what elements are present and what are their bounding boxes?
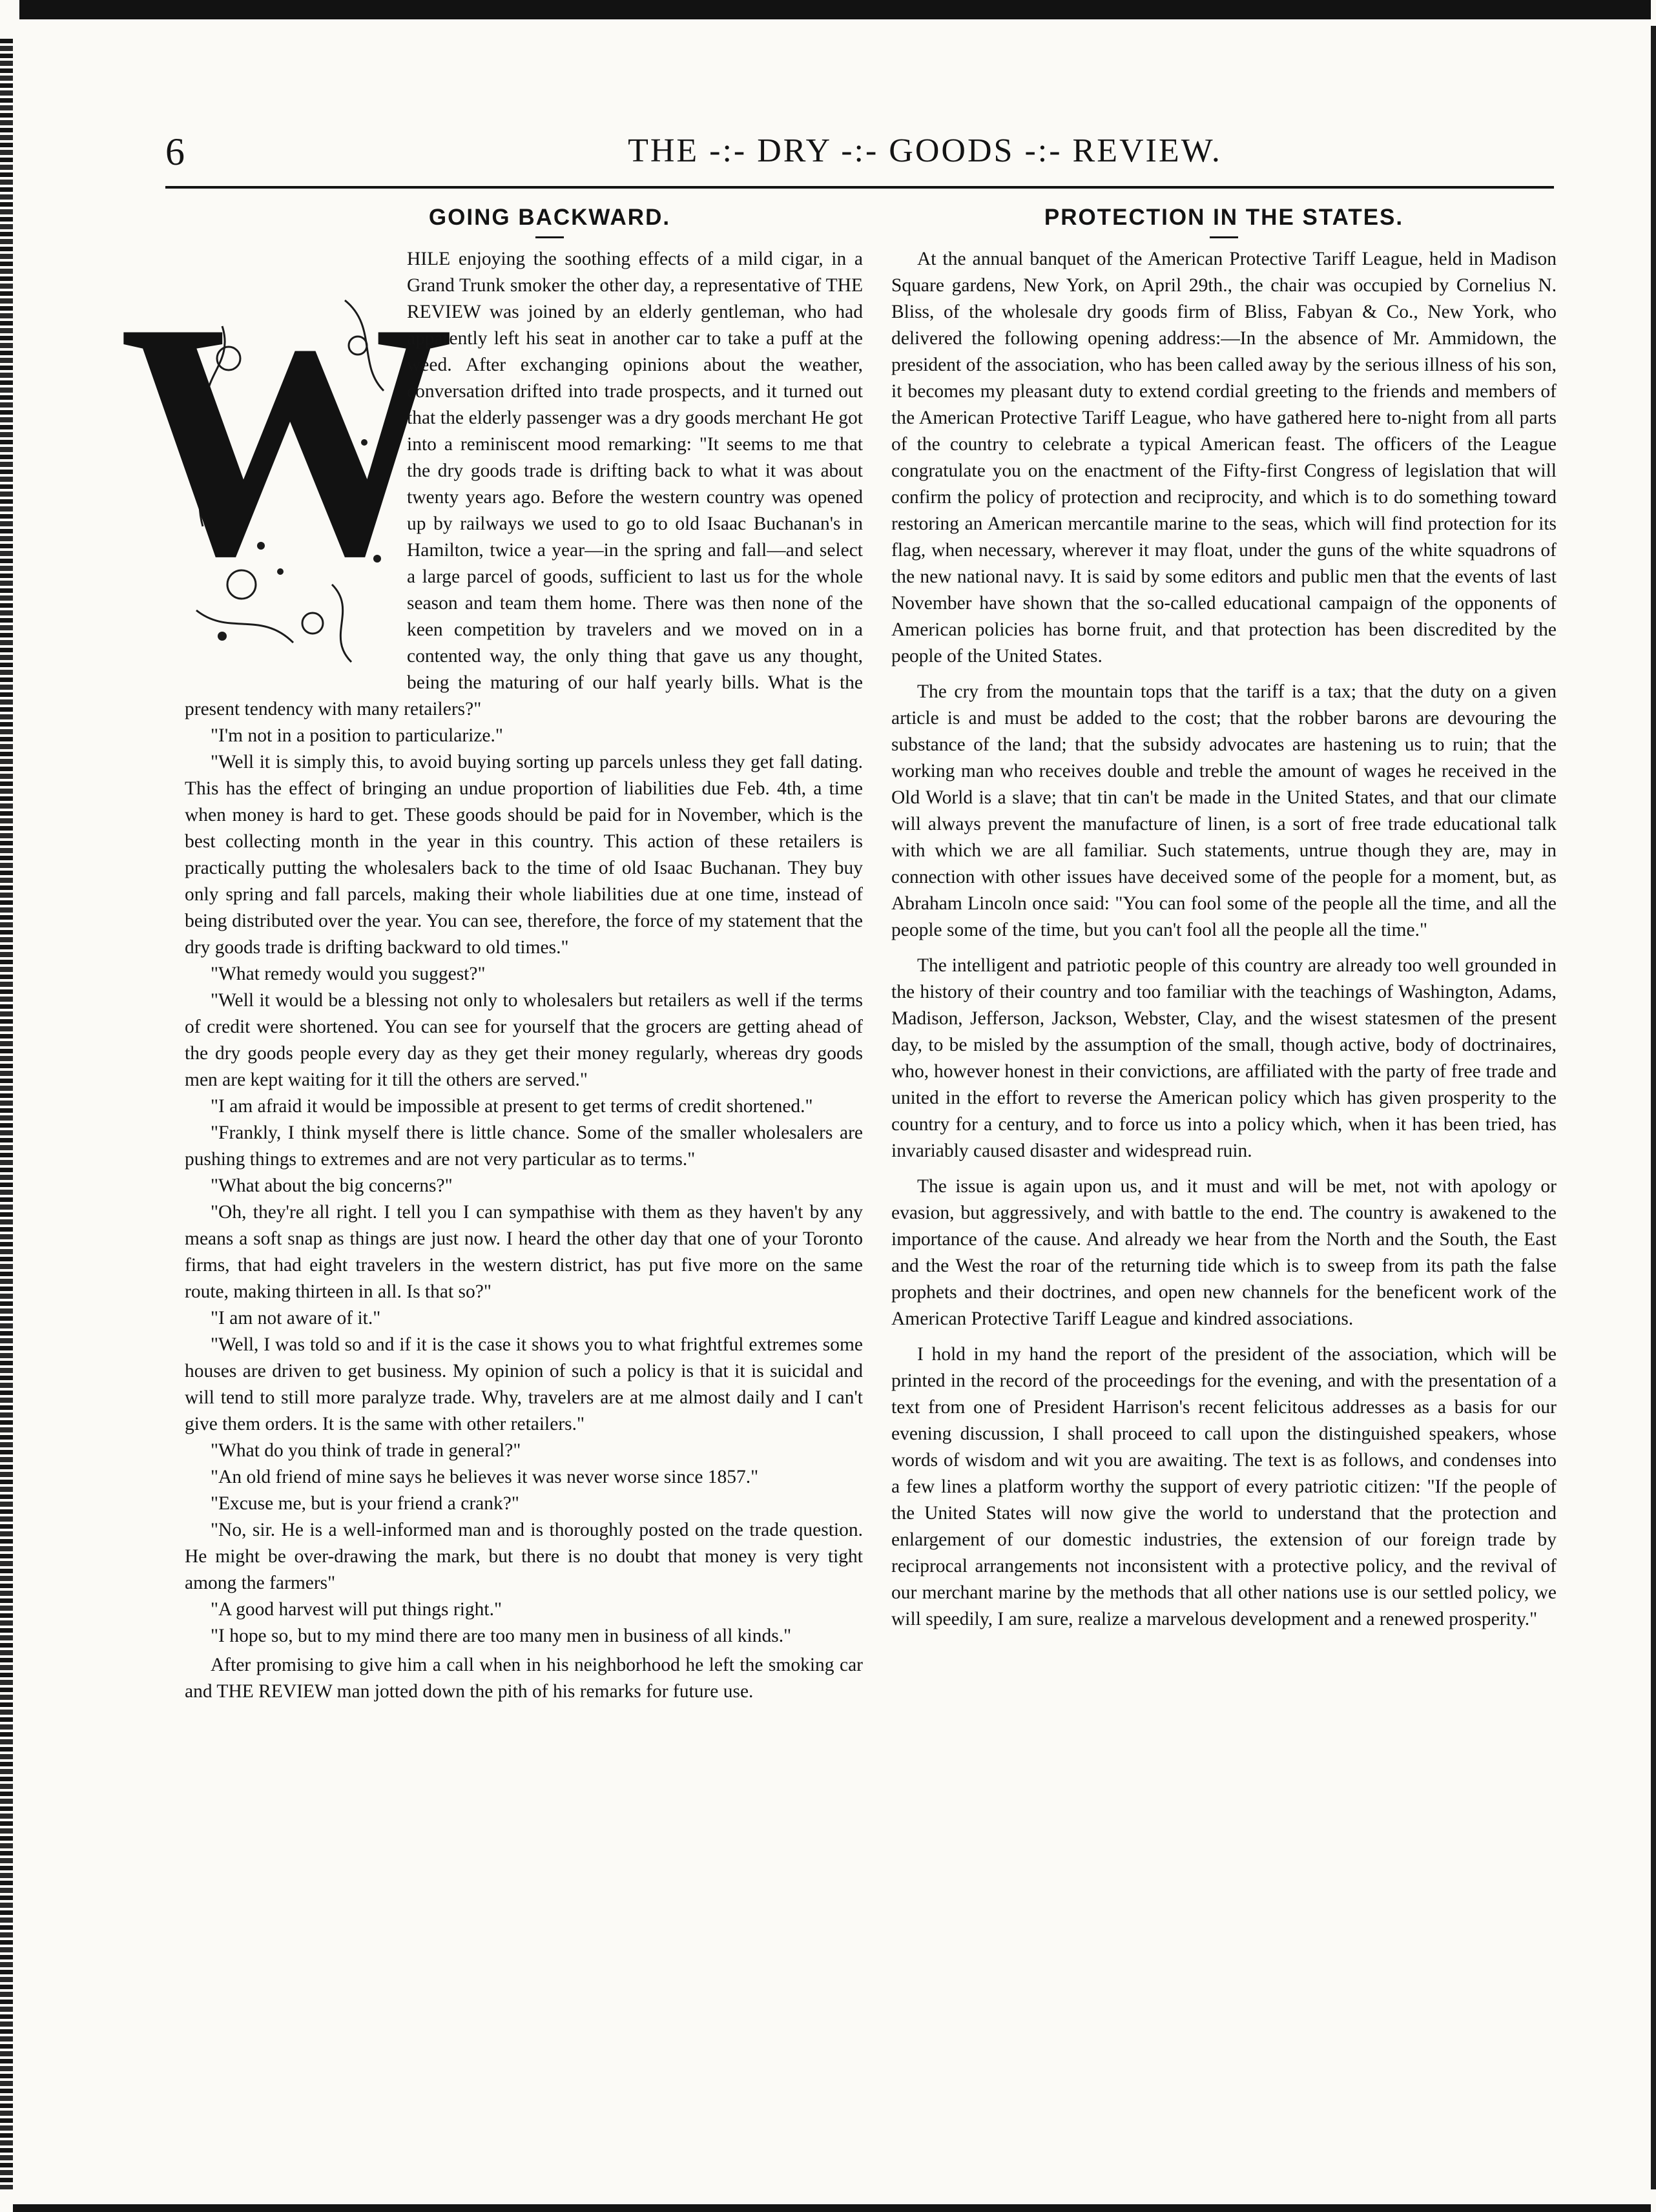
right-column-article — [891, 202, 1557, 1642]
article-paragraph: "What do you think of trade in general?" — [211, 1440, 521, 1461]
article-paragraph: "A good harvest will put things right." — [211, 1599, 502, 1620]
article-paragraph: "What about the big concerns?" — [211, 1175, 453, 1196]
left-binding-edge — [0, 39, 13, 2189]
article-paragraph: "Oh, they're all right. I tell you I can sympathise with them as they haven't by any means a soft snap as things are just now. I heard the other day that one of your Toronto firms, that had eight travelers in the western district, has put five more on the same route, making thirteen in all. Is that so?" — [185, 1202, 863, 1302]
page-number: 6 — [165, 130, 185, 173]
article-paragraph: "I hope so, but to my mind there are too many men in business of all kinds." — [211, 1626, 792, 1646]
article-paragraph: "Well it is simply this, to avoid buying sorting up parcels unless they get fall dating. This has the effect of bringing an undue proportion of liabilities due Feb. 4th, a time when money is hard to get. These goods should be paid for in November, which is the best collecting month in the year in this country. This action of these retailers is practically putting the wholesalers back to the time of old Isaac Buchanan. They buy only spring and fall parcels, making their whole liabilities due at one time, instead of being distributed over the year. You can see, therefore, the force of my statement that the dry goods trade is drifting backward to old times." — [185, 752, 863, 958]
ornamental-dropcap-graphic — [119, 249, 455, 668]
article-paragraph: "No, sir. He is a well-informed man and is thoroughly posted on the trade question. He might be over-drawing the mark, but there is no doubt that money is very tight among the farmers" — [185, 1520, 863, 1593]
heading-dash — [535, 236, 564, 238]
heading-dash — [1210, 236, 1238, 238]
header-rule — [165, 186, 1554, 189]
ornamental-dropcap — [119, 249, 455, 668]
article-paragraph: "An old friend of mine says he believes it was never worse since 1857." — [211, 1467, 759, 1487]
masthead-title: THE -:- DRY -:- GOODS -:- REVIEW. — [628, 132, 1222, 169]
left-column-article — [119, 202, 863, 1705]
article-paragraph: The issue is again upon us, and it must and will be met, not with apology or evasion, but aggressively, and with battle to the end. The country is awakened to the importance of the cause. And already we hear from the North and the South, the East and the West the roar of the returning tide which is to sweep from its path the false prophets and their doctrines, and open new channels for the beneficent work of the American Protective Tariff League and kindred associations. — [891, 1176, 1557, 1329]
top-border-rule — [19, 0, 1651, 19]
article-paragraph: "Well it would be a blessing not only to wholesalers but retailers as well if the terms of credit were shortened. You can see for yourself that the grocers are getting ahead of the dry goods people every day as they get their money regularly, whereas dry goods men are kept waiting for it till the others are served." — [185, 990, 863, 1090]
dropcap-letter: W — [119, 254, 455, 625]
article-paragraph: "Excuse me, but is your friend a crank?" — [211, 1493, 519, 1514]
article-paragraph: The intelligent and patriotic people of this country are already too well grounded in the history of their country and too familiar with the teachings of Washington, Adams, Madison, Jefferson, Jackson, Webster, Clay, and the wisest statesmen of the present day, to be misled by the assumption of the small, though active, body of doctrinaires, who, however honest in their convictions, are affiliated with the party of free trade and united in the effort to reverse the American policy which has given prosperity to the country for a century, and to force us into a policy which, when it has been tried, has invariably caused disaster and widespread ruin. — [891, 955, 1557, 1161]
article-paragraph: "I'm not in a position to particularize." — [211, 725, 503, 746]
article-paragraph: HILE enjoying the soothing effects of a mild cigar, in a Grand Trunk smoker the other day, a representative of THE REVIEW was joined by an elderly gentleman, who had apparently left his seat in another car to take a puff at the weed. After exchanging opinions about the weather, conversation drifted into trade prospects, and it turned out that the elderly passenger was a dry goods merchant He got into a reminiscent mood remarking: "It seems to me that the dry goods trade is drifting back to what it was about twenty years ago. Before the western country was opened up by railways we used to go to old Isaac Buchanan's in Hamilton, twice a year—in the spring and fall—and select a large parcel of goods, sufficient to last us for the whole season and team them home. There was then none of the keen competition by travelers and we moved on in a contented way, the only thing that gave us any thought, being the maturing of our half yearly bills. What is the present tendency with many retailers?" — [185, 249, 863, 719]
article-paragraph: At the annual banquet of the American Protective Tariff League, held in Madison Square gardens, New York, on April 29th., the chair was occupied by Cornelius N. Bliss, of the wholesale dry goods firm of Bliss, Fabyan & Co., New York, who delivered the following opening address:—In the absence of Mr. Ammidown, the president of the association, who has been called away by the serious illness of his son, it becomes my pleasant duty to extend cordial greeting to the friends and members of the American Protective Tariff League, who have gathered here to-night from all parts of the country to celebrate a typical American feast. The officers of the League congratulate you on the enactment of the Fifty-first Congress of legislation that will confirm the policy of protection and reciprocity, and which is to do something toward restoring an American mercantile marine to the seas, which will find protection for its flag, when necessary, wherever it may float, under the guns of the white squadrons of the new national navy. It is said by some editors and public men that the events of last November have shown that the so-called educational campaign of the opponents of American policies has borne fruit, and that protection has been discredited by the people of the United States. — [891, 249, 1557, 667]
article-paragraph: "Well, I was told so and if it is the case it shows you to what frightful extremes some houses are driven to get business. My opinion of such a policy is that it is suicidal and will tend to still more paralyze trade. Why, travelers are at me almost daily and I can't give them orders. It is the same with other retailers." — [185, 1334, 863, 1434]
article-paragraph: After promising to give him a call when in his neighborhood he left the smoking car and THE REVIEW man jotted down the pith of his remarks for future use. — [185, 1655, 863, 1702]
article-paragraph: The cry from the mountain tops that the tariff is a tax; that the duty on a given article is and must be added to the cost; that the robber barons are devouring the substance of the land; that the subsidy advocates are hastening us to ruin; that the working man who receives double and treble the amount of wages he received in the Old World is a slave; that tin can't be made in the United States, and that our climate will always prevent the manufacture of linen, is a sort of free trade educational talk with which we are all familiar. Such statements, untrue though they are, may in connection with other issues have deceived some of the people for a moment, but, as Abraham Lincoln once said: "You can fool some of the people all the time, and all the people some of the time, but you can't fool all the people all the time." — [891, 681, 1557, 940]
article-paragraph: "Frankly, I think myself there is little chance. Some of the smaller wholesalers are pushing things to extremes and are not very particular as to terms." — [185, 1122, 863, 1170]
article-paragraph: I hold in my hand the report of the president of the association, which will be printed in the record of the proceedings for the evening, and with the presentation of a text from one of President Harrison's recent felicitous addresses as a basis for our evening discussion, I shall proceed to call upon the distinguished speakers, whose words of wisdom and wit you are awaiting. The text is as follows, and condenses into a few lines a platform worthy the support of every patriotic citizen: "If the people of the United States will now give the world to understand that the protection and enlargement of our domestic industries, the extension of our foreign trade by reciprocal arrangements not inconsistent with a protective policy, and the revival of our merchant marine by the methods that all other nations use is our settled policy, we will speedily, I am sure, realize a marvelous development and a renewed prosperity." — [891, 1344, 1557, 1629]
article-paragraph: "I am not aware of it." — [211, 1308, 381, 1328]
article-heading-protection: PROTECTION IN THE STATES. — [1044, 205, 1404, 230]
article-paragraph: "What remedy would you suggest?" — [211, 964, 486, 984]
article-paragraph: "I am afraid it would be impossible at present to get terms of credit shortened." — [211, 1096, 813, 1117]
article-heading-going-backward: GOING BACKWARD. — [428, 205, 671, 230]
right-border-edge — [1651, 26, 1656, 2189]
bottom-border-rule — [13, 2204, 1651, 2212]
